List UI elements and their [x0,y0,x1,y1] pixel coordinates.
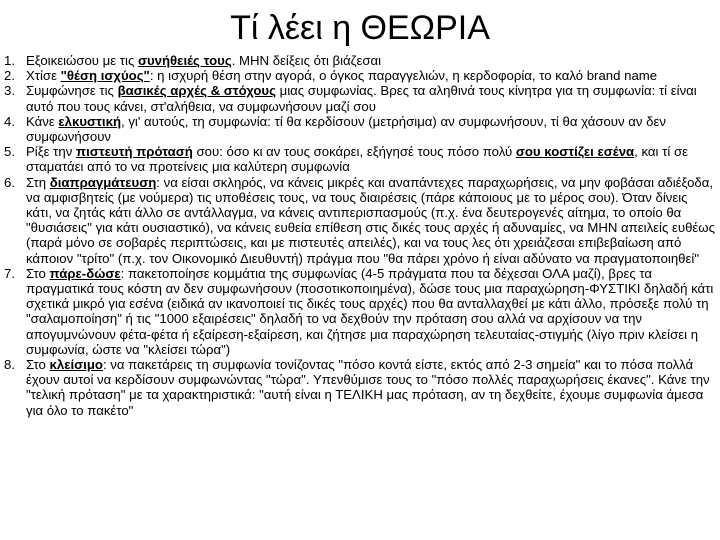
item-text: Εξοικειώσου με τις [26,53,138,68]
emphasis-text: σου κοστίζει εσένα [515,144,635,160]
item-number: 4. [4,113,15,129]
emphasis-text: βασικές αρχές & στόχους [117,83,276,99]
item-text: μιας συμφωνίας. Βρες τα αληθινά τους κίνητρα για τη συμφωνία: τί είναι αυτό που τους κάνει, στ'αλήθεια, να συμφωνήσουν μαζί σου [26,83,697,114]
list-item [4,68,716,83]
emphasis-text: πάρε-δώσε [49,265,121,281]
list-item [4,266,716,357]
emphasis-text: ελκυστική [58,113,122,129]
item-text: Στο [26,265,50,281]
list-item [4,175,716,266]
item-text: , γι' αυτούς, τη συμφωνία: τί θα κερδίσουν (μετρήσιμα) αν συμφωνήσουν, τί θα χάσουν αν δεν συμφωνήσουν [26,113,666,145]
emphasis-text: "θέση ισχύος" [60,68,150,84]
item-text: Στη [26,174,50,190]
emphasis-text: κλείσιμο [49,357,103,373]
item-text: Ρίξε την [26,144,76,160]
item-number: 3. [4,83,15,99]
item-text: : η ισχυρή θέση στην αγορά, ο όγκος παραγγελιών, η κερδοφορία, το καλό brand name [149,68,658,84]
item-number: 2. [4,68,15,84]
item-text: : πακετοποίησε κομμάτια της συμφωνίας (4-5 πράγματα που τα δέχεσαι ΟΛΑ μαζί), βρες τα πραγματικά τους κόστη αν δεν συμφωνήσουν (ποσοτικοποιημένα), δώσε τους μια παραχώρηση-ΦΥΣΤΙΚΙ δηλαδή κάτι σχετικά μικρό για εσένα (ειδικά αν ικανοποιεί τις δικές τους αρχές) που θα ανταλλαχθεί με κάτι άλλο, πρόσεξε πολύ τη "σαλαμοποίηση" ή τις "1000 εξαιρέσεις" δηλαδή το να δεχθούν την πρόταση σου αλλά να αρχίσουν να την απογυμνώνουν φέτα-φέτα ή εξαίρεση-εξαίρεση, και ζήτησε μια παραχώρηση τελευταίας-στιγμής (λίγο πριν κλείσει η συμφωνία, ώστε να "κλείσει τώρα") [26,265,714,357]
list-item [4,114,716,144]
list-item [4,83,716,113]
item-number: 5. [4,144,15,160]
item-text: Στο [26,357,50,373]
theory-list [4,53,716,418]
list-item [4,53,716,68]
item-text: : να πακετάρεις τη συμφωνία τονίζοντας "πόσο κοντά είστε, εκτός από 2-3 σημεία" και το πόσα πολλά έχουν αυτοί να κερδίσουν συμφωνώντας "τώρα". Υπενθύμισε τους το "πόσο πολλές παραχωρήσεις έκανες". Κάνε την "τελική πρόταση" με τα χαρακτηριστικά: "αυτή είναι η ΤΕΛΙΚΗ μας πρόταση, αν τη δεχθείτε, έχουμε συμφωνία άμεσα για όλο το πακέτο" [26,357,710,418]
item-number: 6. [4,174,15,190]
item-number: 7. [4,265,15,281]
item-text: , και τί σε σταματάει από το να προτείνεις μια καλύτερη συμφωνία [26,144,688,175]
item-text: σου: όσο κι αν τους σοκάρει, εξήγησέ τους πόσο πολύ [192,144,516,160]
list-item [4,357,716,418]
slide-title: Τί λέει η ΘΕΩΡΙΑ [230,9,490,47]
item-number: 8. [4,357,15,373]
item-text: Συμφώνησε τις [26,83,118,99]
emphasis-text: πιστευτή πρότασή [75,144,193,160]
emphasis-text: διαπραγμάτευση [49,174,157,190]
item-number: 1. [4,53,15,68]
item-text: Χτίσε [26,68,61,84]
item-text: Κάνε [26,113,59,129]
emphasis-text: συνήθειές τους [137,53,232,68]
item-text: . ΜΗΝ δείξεις ότι βιάζεσαι [231,53,382,68]
item-text: : να είσαι σκληρός, να κάνεις μικρές και αναπάντεχες παραχωρήσεις, να μην φοβάσαι αδιέξοδα, να αμφισβητείς (με νούμερα) τις υποθέσεις τους, να τους διαιρέσεις (πάρε κάποιους με το μέρος σου). Όταν δίνεις κάτι, να ζητάς κάτι άλλο σε αντάλλαγμα, να κάνεις αντιπερισπασμούς (π.χ. ένα δευτερογενές αίτημα, το οποίο θα "θυσιάσεις" για κάτι ουσιαστικό), να κάνεις ευθεία επίθεση στις δικές τους αρχές ή αδυναμίες, να ΜΗΝ απειλείς ευθέως (παρά μόνο σε σοβαρές περιπτώσεις, και με πιστευτές απειλές), και να τους λες ότι χρειάζεσαι επιβεβαίωση από κάποιον "τρίτο" (π.χ. τον Οικονομικό Διευθυντή) πράγμα που "θα πάρει χρόνο ή είναι αδύνατο να πραγματοποιηθεί" [26,174,715,266]
list-item [4,144,716,174]
